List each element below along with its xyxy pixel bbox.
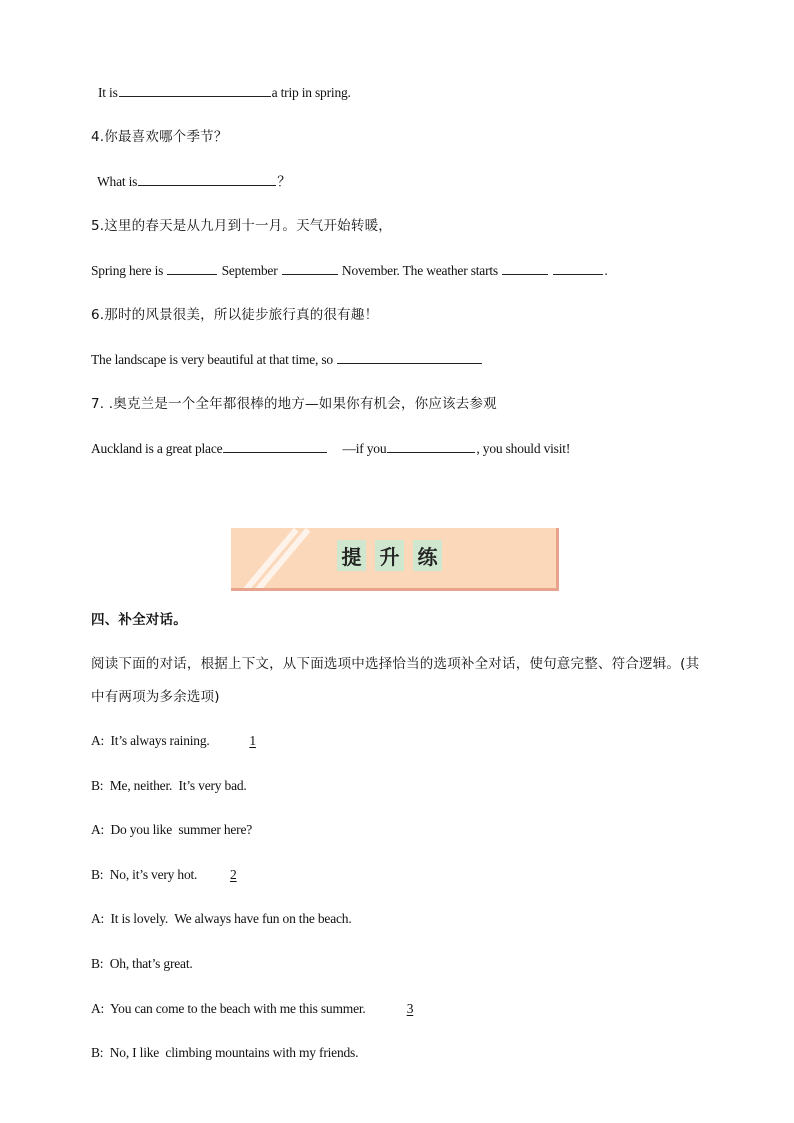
dialogue-line <box>91 777 247 795</box>
question-7-chinese: 7. .奥克兰是一个全年都很棒的地方—如果你有机会，你应该去参观 <box>91 396 497 412</box>
dialogue-text: Do you like summer here? <box>110 822 253 837</box>
text-segment: November. The weather starts <box>341 263 498 278</box>
dialogue-line <box>91 866 237 884</box>
dialogue-text: It is lovely. We always have fun on the beach. <box>110 911 352 926</box>
dialogue-text: Oh, that’s great. <box>109 956 193 971</box>
text-segment: It is <box>98 85 118 100</box>
banner-title <box>337 540 442 571</box>
question-5-chinese: 5.这里的春天是从九月到十一月。天气开始转暖， <box>91 218 392 234</box>
answer-blank[interactable] <box>387 439 475 453</box>
answer-blank[interactable] <box>223 439 327 453</box>
answer-blank[interactable] <box>167 261 217 275</box>
answer-blank[interactable] <box>337 350 482 364</box>
speaker-label: B: <box>91 956 104 971</box>
question-6-chinese: 6.那时的风景很美，所以徒步旅行真的很有趣！ <box>91 307 379 323</box>
dialogue-text: You can come to the beach with me this summer. <box>109 1001 366 1016</box>
dialogue-blank[interactable] <box>216 732 256 750</box>
speaker-label: A: <box>91 733 105 748</box>
blank-number: 2 <box>230 867 237 882</box>
dialogue-line <box>91 1000 448 1018</box>
question-5-english <box>91 261 608 280</box>
section-heading: 四、补全对话。 <box>91 612 187 628</box>
text-segment: ？ <box>277 174 291 190</box>
dialogue-blank[interactable] <box>204 866 237 884</box>
text-segment: Auckland is a great place <box>91 441 223 456</box>
dialogue-blank[interactable] <box>372 1000 448 1018</box>
question-6-english <box>91 350 483 369</box>
speaker-label: A: <box>91 822 105 837</box>
banner-char: 提 <box>337 540 366 571</box>
section-banner <box>231 528 559 591</box>
speaker-label: B: <box>91 778 104 793</box>
dialogue-line <box>91 955 193 973</box>
text-segment: The landscape is very beautiful at that time, so <box>91 352 333 367</box>
blank-number: 1 <box>249 733 256 748</box>
text-segment: —if you <box>342 441 387 456</box>
question-4-english <box>97 172 291 191</box>
speaker-label: A: <box>91 911 105 926</box>
blank-number: 3 <box>406 1001 414 1016</box>
text-segment: What is <box>97 174 138 189</box>
text-segment: Spring here is <box>91 263 164 278</box>
speaker-label: B: <box>91 867 104 882</box>
dialogue-text: No, I like climbing mountains with my friends. <box>109 1045 359 1060</box>
answer-blank[interactable] <box>119 83 271 97</box>
banner-char: 练 <box>413 540 442 571</box>
dialogue-line <box>91 732 256 750</box>
answer-blank[interactable] <box>282 261 338 275</box>
dialogue-text: It’s always raining. <box>110 733 210 748</box>
answer-blank[interactable] <box>502 261 548 275</box>
text-segment: . <box>604 263 608 278</box>
instruction-line-2: 中有两项为多余选项) <box>91 689 220 705</box>
dialogue-line <box>91 1044 358 1062</box>
answer-blank[interactable] <box>553 261 603 275</box>
question-7-english <box>91 439 570 458</box>
dialogue-line <box>91 821 252 839</box>
dialogue-text: Me, neither. It’s very bad. <box>109 778 247 793</box>
text-segment: a trip in spring. <box>271 85 351 100</box>
banner-char: 升 <box>375 540 404 571</box>
sentence-it-is <box>98 83 351 102</box>
speaker-label: B: <box>91 1045 104 1060</box>
question-4-chinese: 4.你最喜欢哪个季节？ <box>91 129 228 145</box>
text-segment: , you should visit! <box>476 441 571 456</box>
dialogue-line <box>91 910 352 928</box>
speaker-label: A: <box>91 1001 105 1016</box>
instruction-line-1: 阅读下面的对话，根据上下文，从下面选项中选择恰当的选项补全对话，使句意完整、符合逻辑。(其 <box>91 656 700 672</box>
dialogue-text: No, it’s very hot. <box>109 867 198 882</box>
answer-blank[interactable] <box>138 172 276 186</box>
text-segment: September <box>221 263 278 278</box>
